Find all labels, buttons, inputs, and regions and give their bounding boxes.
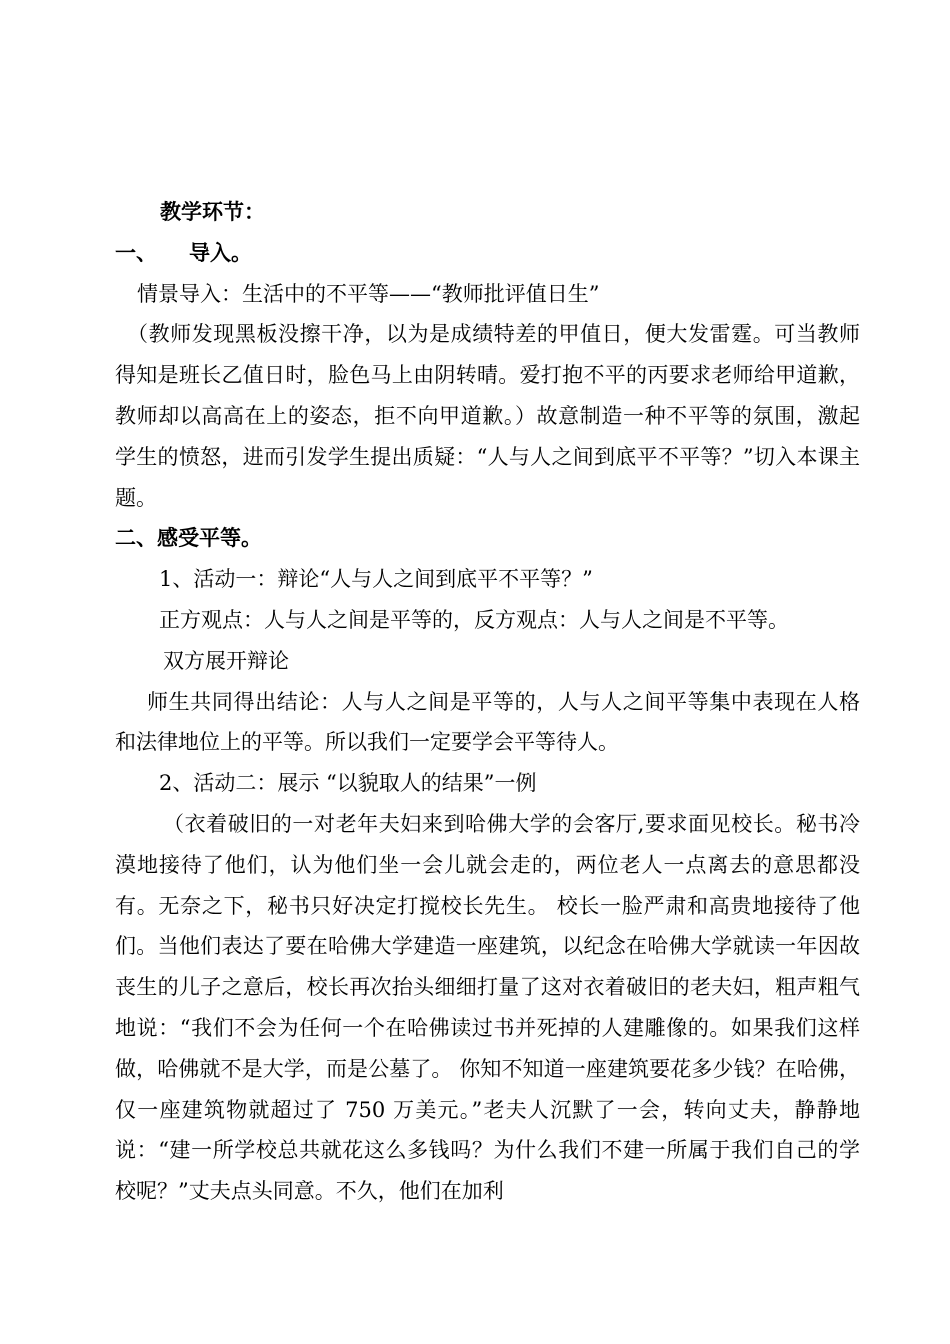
story-paragraph: （衣着破旧的一对老年夫妇来到哈佛大学的会客厅,要求面见校长。秘书冷漠地接待了他们，认为他们坐一会儿就会走的，两位老人一点离去的意思都没有。无奈之下，秘书只好决定打搅校长先生。 校长一脸严肃和高贵地接待了他们。当他们表达了要在哈佛大学建造一座建筑，以纪念在哈佛大学就读一年因故丧生的儿子之意后，校长再次抬头细细打量了这对衣着破旧的老夫妇，粗声粗气地说：“我们不会为任何一个在哈佛读过书并死掉的人建雕像的。如果我们这样做，哈佛就不是大学，而是公墓了。 你知不知道一座建筑要花多少钱？在哈佛，仅一座建筑物就超过了 750 万美元。”老夫人沉默了一会，转向丈夫，静静地说：“建一所学校总共就花这么多钱吗？为什么我们不建一所属于我们自己的学校呢？”丈夫点头同意。不久，他们在加利 bbox=[115, 811, 860, 1204]
activity-1-line: 1、活动一：辩论“人与人之间到底平不平等？” bbox=[159, 567, 593, 592]
scene-paragraph: （教师发现黑板没擦干净，以为是成绩特差的甲值日，便大发雷霆。可当教师得知是班长乙值日时，脸色马上由阴转晴。爱打抱不平的丙要求老师给甲道歉，教师却以高高在上的姿态，拒不向甲道歉。）故意制造一种不平等的氛围，激起学生的愤怒，进而引发学生提出质疑：“人与人之间到底平不平等？”切入本课主题。 bbox=[115, 322, 860, 510]
viewpoints-line: 正方观点：人与人之间是平等的，反方观点：人与人之间是不平等。 bbox=[159, 607, 789, 632]
section-2-heading: 二、感受平等。 bbox=[115, 525, 262, 551]
scene-intro-line: 情景导入：生活中的不平等——“教师批评值日生” bbox=[137, 281, 600, 306]
section-1-title: 导入。 bbox=[189, 239, 252, 265]
section-1-heading bbox=[115, 233, 860, 274]
section-1-number: 一、 bbox=[115, 239, 157, 265]
teaching-steps-heading: 教学环节： bbox=[160, 199, 265, 224]
document-body bbox=[115, 192, 860, 1212]
debate-line: 双方展开辩论 bbox=[163, 648, 289, 673]
activity-2-line: 2、活动二：展示 “以貌取人的结果”一例 bbox=[159, 771, 537, 796]
conclusion-paragraph: 师生共同得出结论：人与人之间是平等的，人与人之间平等集中表现在人格和法律地位上的平等。所以我们一定要学会平等待人。 bbox=[115, 689, 860, 755]
